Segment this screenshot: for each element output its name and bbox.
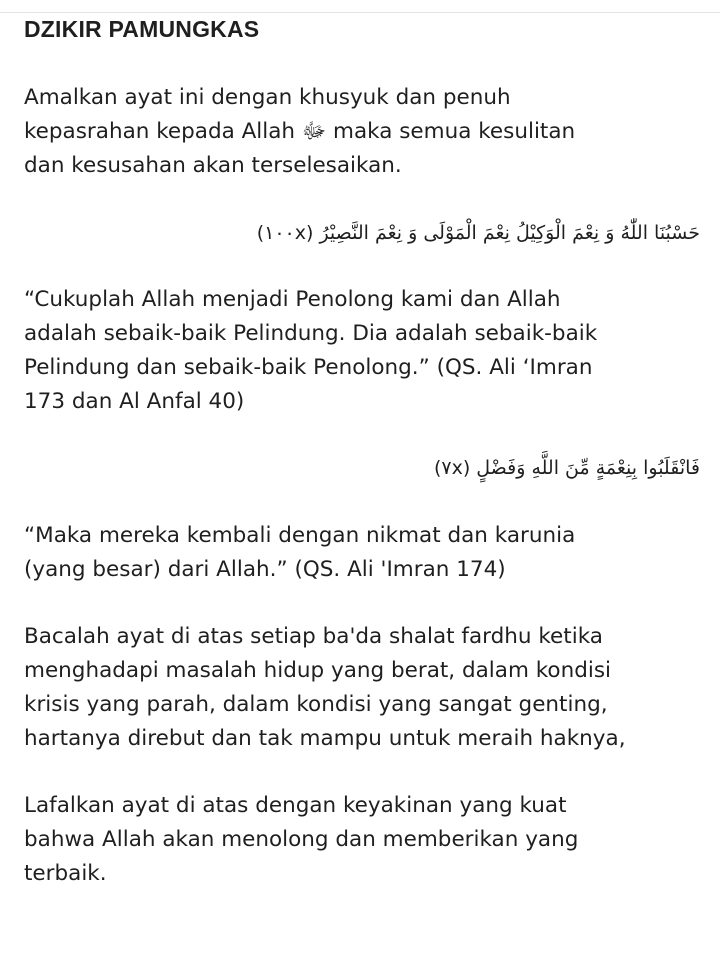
- closing-paragraph: Lafalkan ayat di atas dengan keyakinan yang kuat bahwa Allah akan menolong dan memberikan yang terbaik.: [24, 793, 579, 886]
- arabic-verse-1: حَسْبُنَا اللّٰهُ وَ نِعْمَ الْوَكِيْلُ نِعْمَ الْمَوْلَى وَ نِعْمَ النَّصِيْرُ (١٠٠x): [256, 222, 700, 244]
- translation-paragraph-1: “Cukuplah Allah menjadi Penolong kami dan Allah adalah sebaik-baik Pelindung. Dia adalah sebaik-baik Pelindung dan sebaik-baik Penolong.” (QS. Ali ‘Imran 173 dan Al Anfal 40): [24, 287, 598, 414]
- article-title: DZIKIR PAMUNGKAS: [24, 16, 260, 42]
- arabic-verse-2: فَانْقَلَبُوا بِنِعْمَةٍ مِّنَ اللَّهِ وَفَضْلٍ (٧x): [433, 457, 700, 479]
- translation-paragraph-2: “Maka mereka kembali dengan nikmat dan karunia (yang besar) dari Allah.” (QS. Ali 'Imran 174): [24, 523, 576, 582]
- article-body: [24, 14, 700, 891]
- intro-paragraph: Amalkan ayat ini dengan khusyuk dan penuh kepasrahan kepada Allah ﷻ maka semua kesulitan dan kesusahan akan terselesaikan.: [24, 85, 576, 178]
- instruction-paragraph: Bacalah ayat di atas setiap ba'da shalat fardhu ketika menghadapi masalah hidup yang berat, dalam kondisi krisis yang parah, dalam kondisi yang sangat genting, hartanya direbut dan tak mampu untuk meraih haknya,: [24, 624, 626, 751]
- top-divider: [0, 0, 720, 13]
